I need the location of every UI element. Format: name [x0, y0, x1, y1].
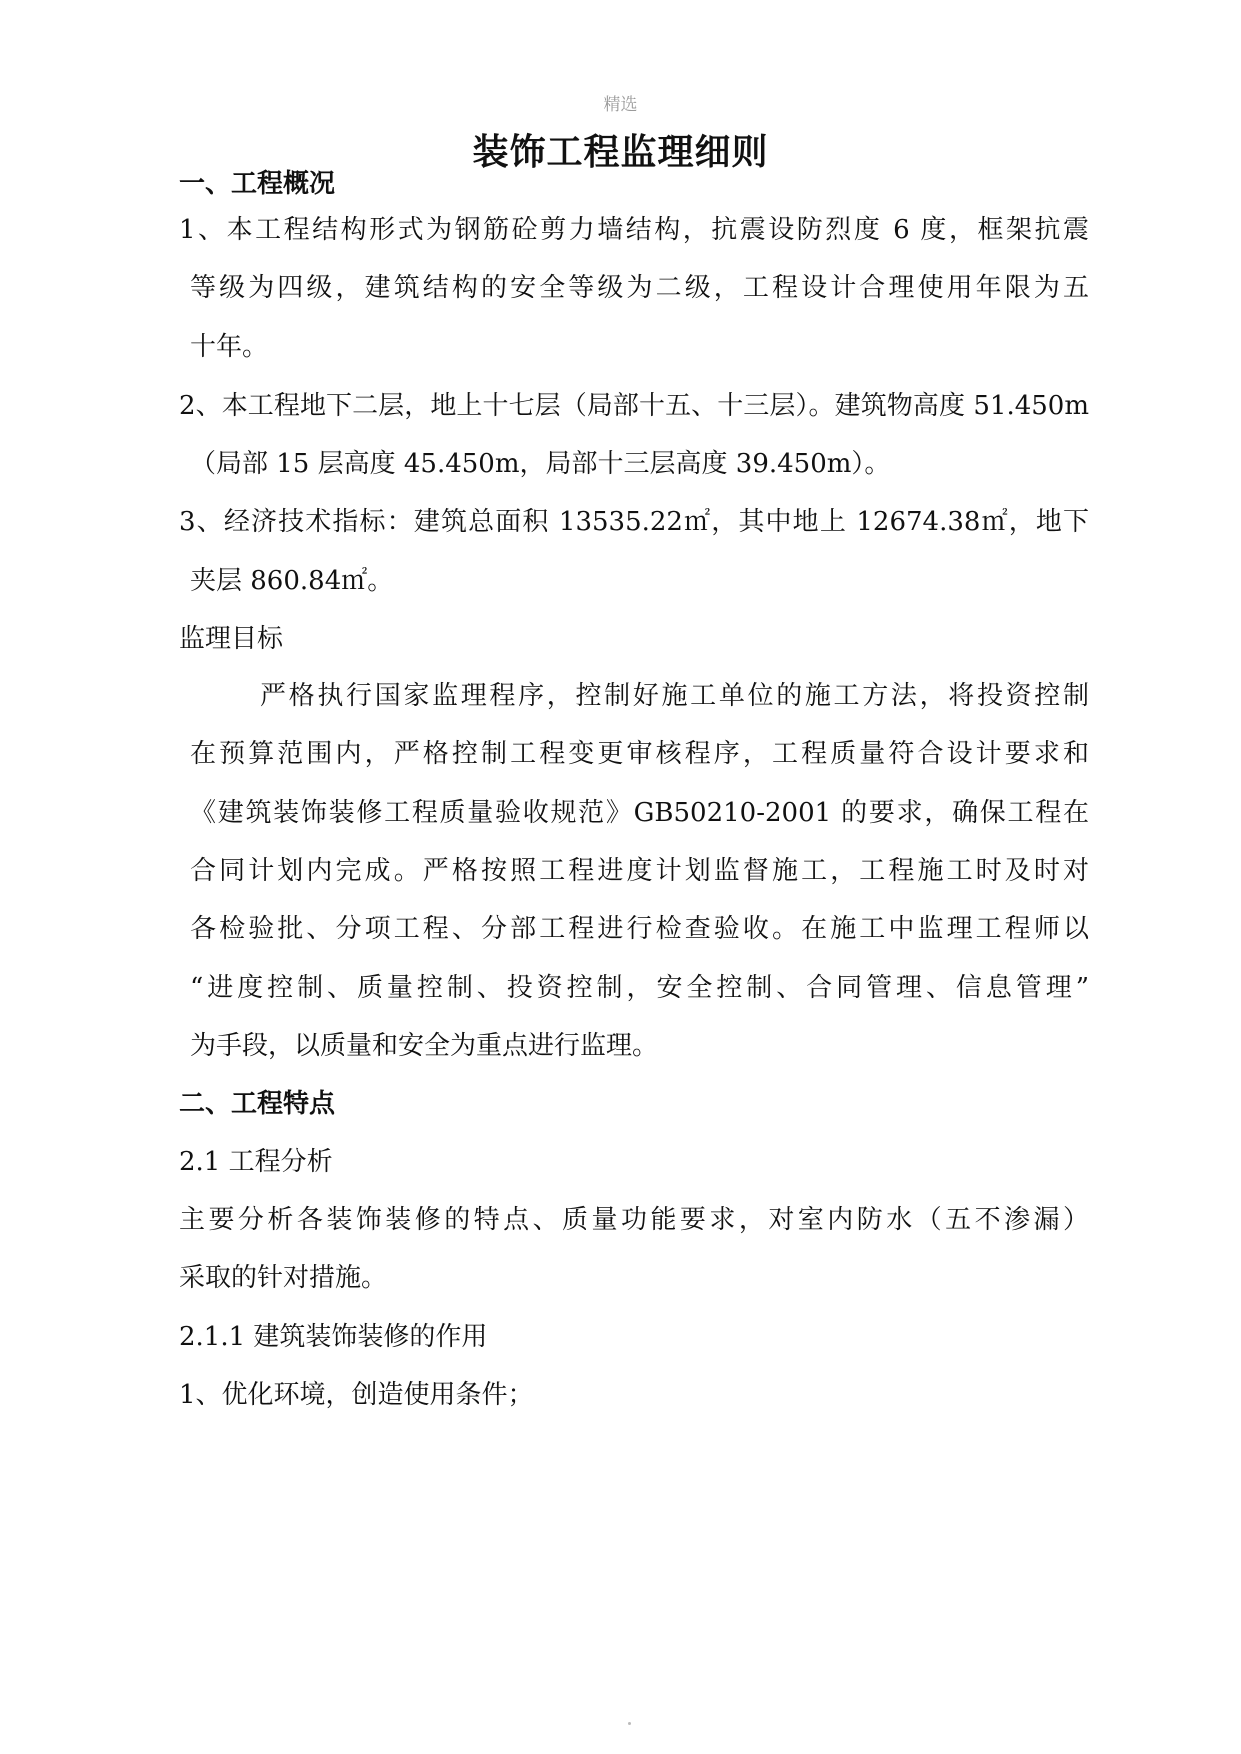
paragraph-line: “进度控制、质量控制、投资控制，安全控制、合同管理、信息管理”	[190, 973, 1089, 1003]
paragraph-line: 采取的针对措施。	[179, 1263, 388, 1293]
paragraph-line: 各检验批、分项工程、分部工程进行检查验收。在施工中监理工程师以	[190, 914, 1089, 944]
paragraph-line: 1、优化环境，创造使用条件；	[179, 1380, 534, 1410]
paragraph-line: 2、本工程地下二层，地上十七层（局部十五、十三层）。建筑物高度 51.450m	[179, 391, 1089, 421]
header-watermark: 精选	[603, 95, 638, 115]
paragraph-line: 主要分析各装饰装修的特点、质量功能要求，对室内防水（五不渗漏）	[179, 1205, 1089, 1235]
paragraph-line: 3、经济技术指标：建筑总面积 13535.22㎡，其中地上 12674.38㎡，地下	[179, 507, 1089, 537]
footer-dot	[628, 1722, 631, 1725]
paragraph-line: 合同计划内完成。严格按照工程进度计划监督施工，工程施工时及时对	[190, 856, 1089, 886]
document-title: 装饰工程监理细则	[472, 132, 769, 173]
paragraph-line: 为手段，以质量和安全为重点进行监理。	[190, 1031, 659, 1061]
paragraph-line: （局部 15 层高度 45.450m，局部十三层高度 39.450m）。	[190, 449, 891, 479]
section-heading-overview: 一、工程概况	[179, 169, 336, 199]
subheading-role: 2.1.1 建筑装饰装修的作用	[179, 1322, 488, 1352]
paragraph-line: 夹层 860.84㎡。	[190, 566, 394, 596]
paragraph-line: 严格执行国家监理程序，控制好施工单位的施工方法，将投资控制	[260, 681, 1089, 711]
section-heading-features: 二、工程特点	[179, 1089, 336, 1119]
paragraph-line: 等级为四级，建筑结构的安全等级为二级，工程设计合理使用年限为五	[190, 273, 1089, 303]
paragraph-line: 《建筑装饰装修工程质量验收规范》GB50210-2001 的要求，确保工程在	[190, 798, 1089, 828]
subheading-analysis: 2.1 工程分析	[179, 1147, 333, 1177]
subheading-goal: 监理目标	[179, 624, 284, 654]
paragraph-line: 在预算范围内，严格控制工程变更审核程序，工程质量符合设计要求和	[190, 739, 1089, 769]
paragraph-line: 十年。	[190, 332, 269, 362]
paragraph-line: 1、本工程结构形式为钢筋砼剪力墙结构，抗震设防烈度 6 度，框架抗震	[179, 215, 1089, 245]
